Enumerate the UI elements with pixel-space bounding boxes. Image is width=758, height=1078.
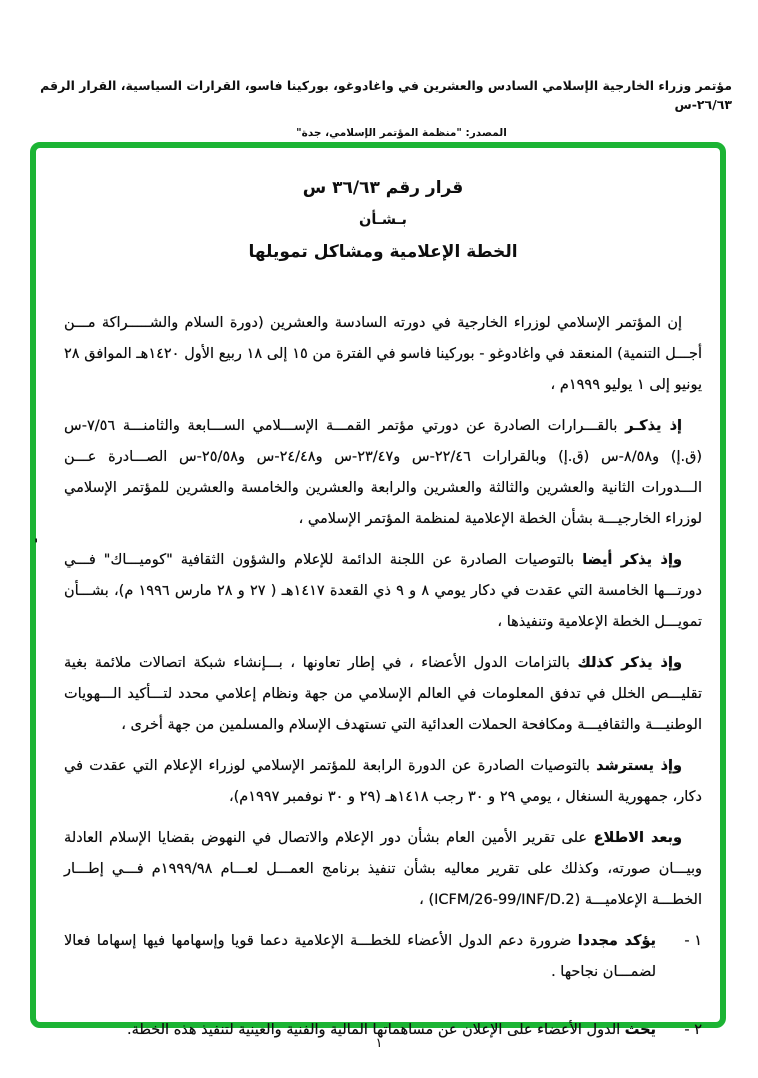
resolution-title-block	[64, 178, 702, 262]
having-examined-paragraph	[64, 823, 702, 916]
paragraph-text: على تقرير الأمين العام بشأن دور الإعلام والاتصال في النهوض بقضايا الإسلام العادلة وبيـــان صورته، وكذلك على تقرير معاليه بشأن تنفيذ برنامج العمـــل لعـــام ١٩٩٩/٩٨م فـــي إطـــار الخطـــة الإعلاميـــة (ICFM/26-99/INF/D.2) ،	[64, 830, 702, 908]
paragraph-lead: وإذ يذكر أيضا	[582, 552, 682, 568]
header-source-line: المصدر: "منظمة المؤتمر الإسلامي، جدة"	[296, 127, 507, 139]
item-number: ١ -	[684, 933, 702, 949]
paragraph-text: بالتزامات الدول الأعضاء ، في إطار تعاونها ، بـــإنشاء شبكة اتصالات ملائمة بغية تقليـــص الخلل في تدفق المعلومات في العالم الإسلامي من جهة ونظام إعلامي محدد لتـــأكيد الـــهويات الوطنيـــة والثقافيـــة ومكافحة الحملات العدائية التي تستهدف الإسلام والمسلمين من جهة أخرى ،	[64, 655, 702, 733]
recalling-paragraph	[64, 411, 702, 535]
paragraph-lead: وإذ يسترشد	[596, 758, 683, 774]
item-text: ضرورة دعم الدول الأعضاء للخطـــة الإعلامية دعما قويا وإسهامها فيها إسهاما فعالا لضمـــان نجاحها .	[64, 933, 656, 980]
paragraph-text: بالتوصيات الصادرة عن الدورة الرابعة للمؤتمر الإسلامي لوزراء الإعلام التي عقدت في دكار، جمهورية السنغال ، يومي ٢٩ و ٣٠ رجب ١٤١٨هـ (٢٩ و ٣٠ نوفمبر ١٩٩٧م)،	[64, 758, 702, 805]
paragraph-lead: إذ يذكـر	[625, 418, 682, 434]
header-citation	[26, 76, 732, 143]
paragraph-text: بالقـــرارات الصادرة عن دورتي مؤتمر القمـــة الإســـلامي الســـابعة والثامنـــة ٧/٥٦-س (ق.إ) و٨/٥٨-س (ق.إ) وبالقرارات ٢٢/٤٦-س و٢٣/٤٧-س و٢٤/٤٨-س و٢٥/٥٨-س الصـــادرة عـــن الـــدورات الثانية والعشرين والثالثة والعشرين والرابعة والعشرين والخامسة والعشرين للمؤتمر الإسلامي لوزراء الخارجيـــة بشأن الخطة الإعلامية لمنظمة المؤتمر الإسلامي ،	[64, 418, 703, 527]
resolution-number-title: قرار رقم ٣٦/٦٣ س	[302, 178, 464, 198]
guided-by-paragraph	[64, 751, 702, 813]
item-text: الدول الأعضاء على الإعلان عن مساهماتها المالية والفنية والعينية لتنفيذ هذه الخطة.	[127, 1022, 625, 1038]
resolution-border-box	[30, 142, 726, 1038]
paragraph-text: بالتوصيات الصادرة عن اللجنة الدائمة للإعلام والشؤون الثقافية "كوميـــاك" فـــي دورتـــها الخامسة التي عقدت في دكار يومي ٨ و ٩ ذي القعدة ١٤١٧هـ ( ٢٧ و ٢٨ مارس ١٩٩٦ م)، بشـــأن تمويـــل الخطة الإعلامية وتنفيذها ،	[64, 552, 702, 630]
preamble-paragraph	[64, 308, 702, 401]
resolution-subject-word: بـشـأن	[359, 212, 407, 228]
paragraph-lead: وبعد الاطلاع	[593, 830, 682, 846]
resolution-subject-title: الخطة الإعلامية ومشاكل تمويلها	[248, 242, 518, 262]
header-citation-line: مؤتمر وزراء الخارجية الإسلامي السادس والعشرين في واغادوغو، بوركينا فاسو، القرارات السياسية، القرار الرقم ٢٦/٦٣-س	[40, 78, 732, 112]
paragraph-text: إن المؤتمر الإسلامي لوزراء الخارجية في دورته السادسة والعشرين (دورة السلام والشـــــراكة مـــن أجـــل التنمية) المنعقد في واغادوغو - بوركينا فاسو في الفترة من ١٥ إلى ١٨ ربيع الأول ١٤٢٠هـ الموافق ٢٨ يونيو إلى ١ يوليو ١٩٩٩م ،	[64, 315, 703, 393]
item-lead: يحث	[624, 1022, 656, 1038]
operative-item-1	[64, 926, 702, 988]
recalling-also-paragraph	[64, 545, 702, 638]
stray-mark: '	[34, 537, 39, 553]
page-number: ١	[375, 1036, 383, 1051]
item-body	[64, 926, 656, 988]
recalling-further-paragraph	[64, 648, 702, 741]
paragraph-lead: وإذ يذكر كذلك	[577, 655, 682, 671]
item-number: ٢ -	[684, 1022, 702, 1038]
item-lead: يؤكد مجددا	[577, 933, 656, 949]
